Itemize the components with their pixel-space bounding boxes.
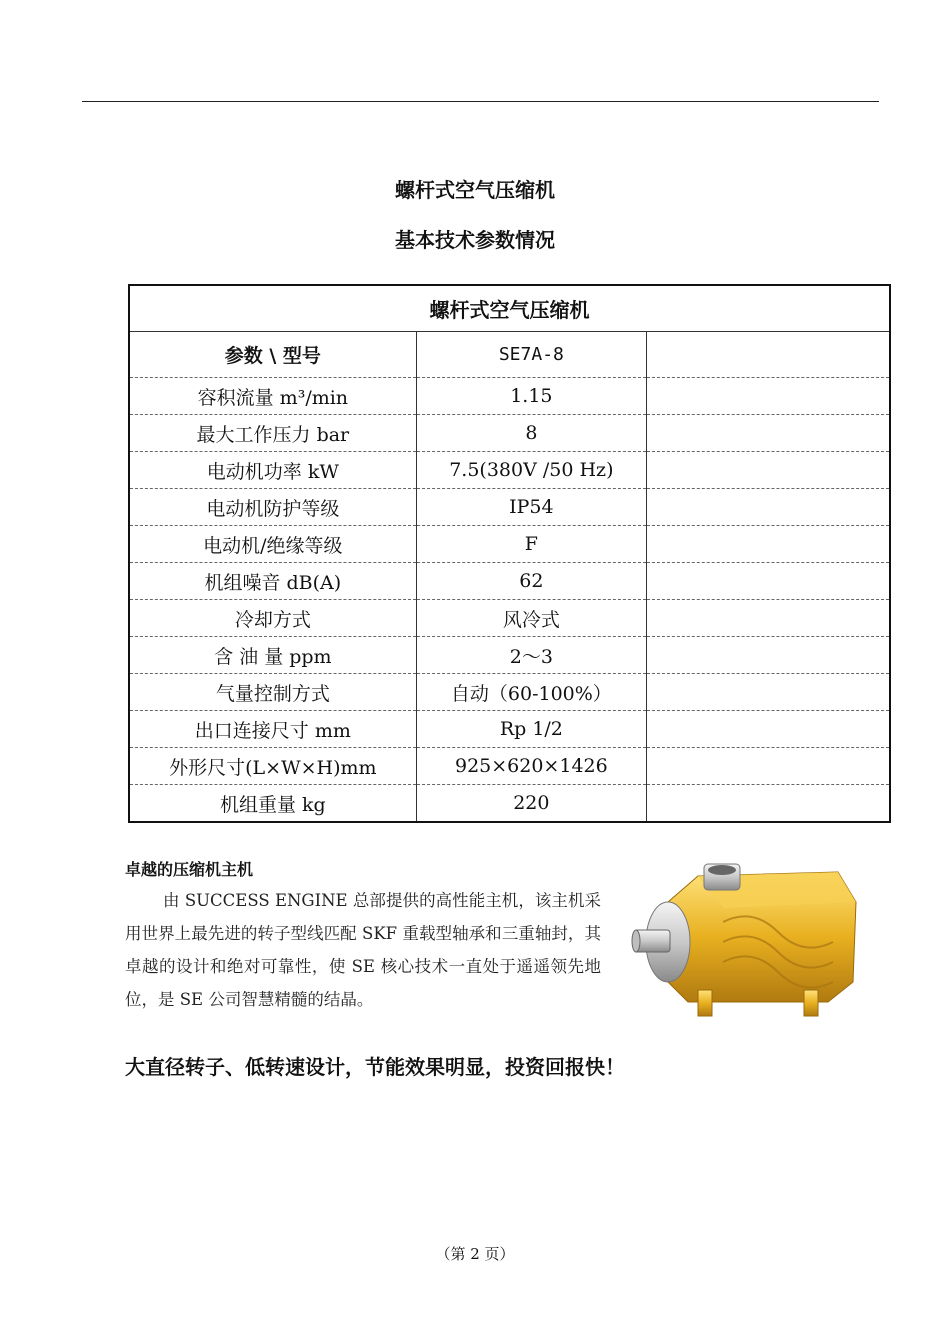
table-row [129, 378, 890, 415]
slogan: 大直径转子、低转速设计，节能效果明显，投资回报快！ [125, 1055, 625, 1079]
param-cell: 气量控制方式 [129, 674, 416, 711]
header-rule [82, 101, 879, 102]
value-cell: F [416, 526, 646, 563]
table-row [129, 526, 890, 563]
table-row [129, 489, 890, 526]
value-cell: 925×620×1426 [416, 748, 646, 785]
empty-cell [647, 526, 890, 563]
empty-cell [647, 489, 890, 526]
section-heading: 卓越的压缩机主机 [125, 860, 254, 879]
empty-cell [647, 563, 890, 600]
compressor-airend-image [628, 862, 864, 1020]
value-cell: 8 [416, 415, 646, 452]
param-cell: 最大工作压力 bar [129, 415, 416, 452]
value-cell: 风冷式 [416, 600, 646, 637]
param-cell: 容积流量 m³/min [129, 378, 416, 415]
page-subtitle: 基本技术参数情况 [395, 228, 555, 252]
value-cell: 220 [416, 785, 646, 823]
param-cell: 出口连接尺寸 mm [129, 711, 416, 748]
empty-cell [647, 674, 890, 711]
param-cell: 电动机防护等级 [129, 489, 416, 526]
value-cell: 2～3 [416, 637, 646, 674]
value-cell: IP54 [416, 489, 646, 526]
empty-cell [647, 452, 890, 489]
table-row [129, 674, 890, 711]
empty-cell [647, 785, 890, 823]
table-title: 螺杆式空气压缩机 [129, 285, 890, 332]
page-title: 螺杆式空气压缩机 [395, 178, 555, 202]
section-paragraph: 由 SUCCESS ENGINE 总部提供的高性能主机，该主机采用世界上最先进的转子型线匹配 SKF 重载型轴承和三重轴封，其卓越的设计和绝对可靠性，使 SE 核心技术一直处于遥遥领先地位，是 SE 公司智慧精髓的结晶。 [125, 891, 601, 1009]
value-cell: 1.15 [416, 378, 646, 415]
empty-cell [647, 378, 890, 415]
table-title-row [129, 285, 890, 332]
empty-cell [647, 711, 890, 748]
table-row [129, 415, 890, 452]
param-cell: 冷却方式 [129, 600, 416, 637]
table-row [129, 785, 890, 823]
table-row [129, 748, 890, 785]
table-row [129, 600, 890, 637]
param-cell: 外形尺寸(L×W×H)mm [129, 748, 416, 785]
table-row [129, 563, 890, 600]
param-cell: 机组噪音 dB(A) [129, 563, 416, 600]
value-cell: Rp 1/2 [416, 711, 646, 748]
value-cell: 自动（60-100%） [416, 674, 646, 711]
empty-cell [647, 415, 890, 452]
table-row [129, 711, 890, 748]
value-cell: 7.5(380V /50 Hz) [416, 452, 646, 489]
page-number: （第 2 页） [435, 1245, 515, 1263]
empty-cell [647, 637, 890, 674]
param-cell: 含 油 量 ppm [129, 637, 416, 674]
header-extra-cell [647, 332, 890, 378]
empty-cell [647, 748, 890, 785]
value-cell: 62 [416, 563, 646, 600]
header-param-cell: 参数 \ 型号 [129, 332, 416, 378]
table-header-row [129, 332, 890, 378]
param-cell: 电动机功率 kW [129, 452, 416, 489]
spec-table [128, 284, 891, 823]
table-row [129, 637, 890, 674]
param-cell: 电动机/绝缘等级 [129, 526, 416, 563]
table-row [129, 452, 890, 489]
empty-cell [647, 600, 890, 637]
param-cell: 机组重量 kg [129, 785, 416, 823]
header-model-cell: SE7A-8 [416, 332, 646, 378]
